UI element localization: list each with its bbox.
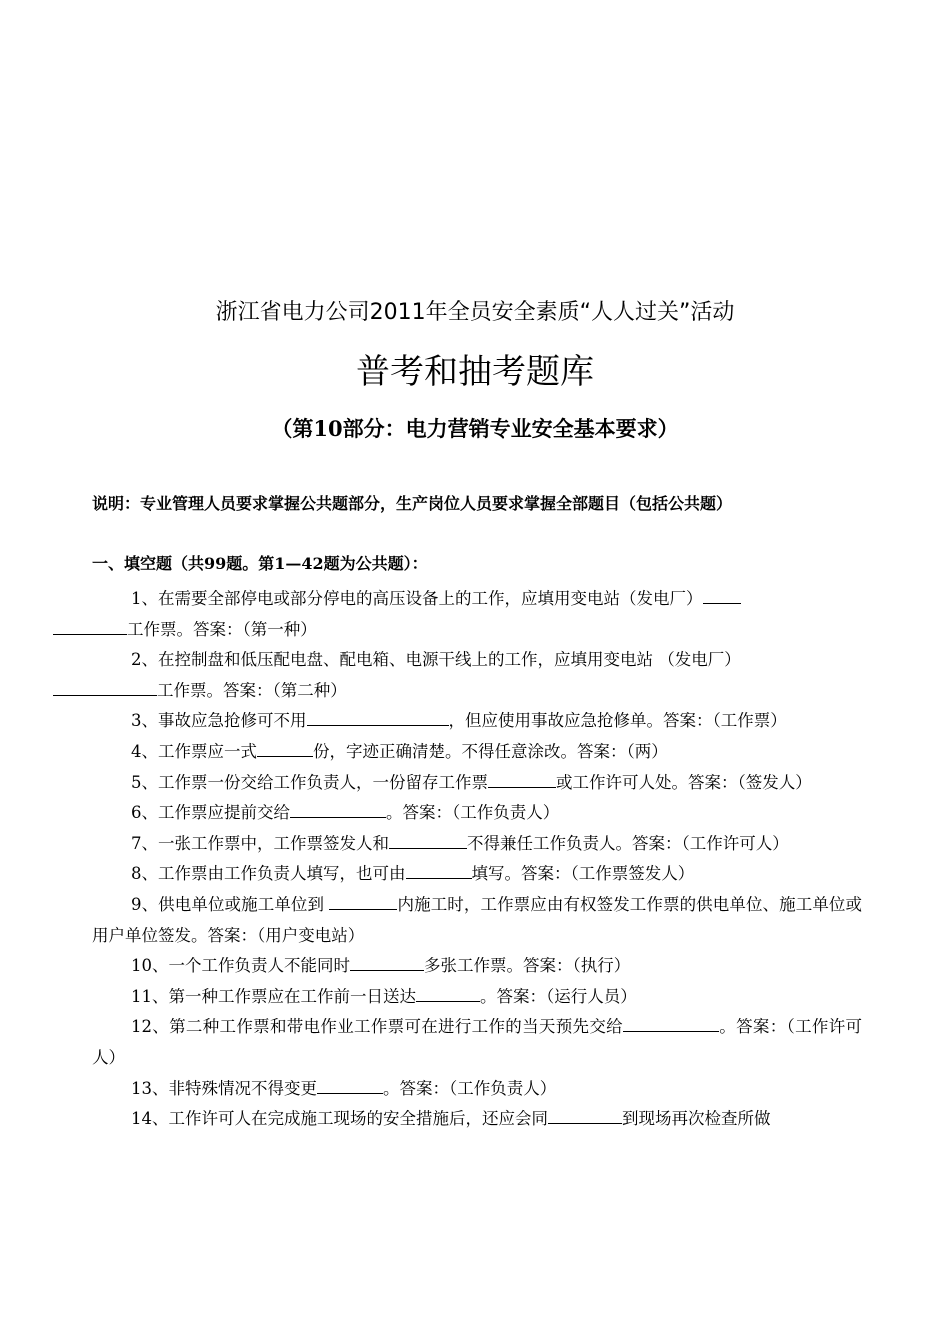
answer-blank bbox=[703, 589, 741, 604]
answer-blank bbox=[548, 1109, 622, 1124]
question-text: 内施工时，工作票应由有权签发工作票的供电单位、施工单位或用户单位签发。答案：（用户变电站） bbox=[92, 894, 862, 945]
question-text: 工作票。答案：（第一种） bbox=[127, 619, 317, 639]
question-text: 。答案：（工作负责人） bbox=[383, 1078, 557, 1098]
section-heading: 一、填空题（共99题。第1—42题为公共题）： bbox=[92, 554, 428, 573]
question-text: 8、工作票由工作负责人填写，也可由 bbox=[131, 864, 406, 884]
question-item bbox=[92, 706, 862, 737]
question-text: 14、工作许可人在完成施工现场的安全措施后，还应会同 bbox=[131, 1109, 548, 1129]
question-item bbox=[92, 890, 862, 951]
question-item bbox=[92, 951, 862, 982]
question-text: 2、在控制盘和低压配电盘、配电箱、电源干线上的工作，应填用变电站 （发电厂） bbox=[131, 650, 741, 670]
question-item bbox=[92, 1104, 862, 1135]
question-text: 不得兼任工作负责人。答案：（工作许可人） bbox=[467, 833, 789, 853]
question-text: 填写。答案：（工作票签发人） bbox=[471, 864, 695, 884]
question-text: 5、工作票一份交给工作负责人，一份留存工作票 bbox=[131, 772, 488, 792]
question-item bbox=[92, 645, 862, 706]
question-text: 11、第一种工作票应在工作前一日送达 bbox=[131, 986, 416, 1006]
question-text: 1、在需要全部停电或部分停电的高压设备上的工作，应填用变电站（发电厂） bbox=[131, 589, 703, 608]
answer-blank bbox=[488, 773, 556, 788]
document-subtitle: （第10部分：电力营销专业安全基本要求） bbox=[271, 416, 679, 441]
question-text: 或工作许可人处。答案：（签发人） bbox=[556, 772, 812, 792]
question-text: 3、事故应急抢修可不用 bbox=[131, 711, 307, 731]
answer-blank bbox=[389, 834, 467, 849]
document-title-main: 普考和抽考题库 bbox=[356, 352, 594, 392]
question-text: 。答案：（运行人员） bbox=[480, 986, 637, 1006]
question-list bbox=[92, 584, 862, 1135]
question-item bbox=[92, 982, 862, 1013]
answer-blank bbox=[406, 864, 472, 879]
question-item bbox=[92, 829, 862, 860]
answer-blank bbox=[257, 742, 313, 757]
answer-blank bbox=[53, 681, 157, 696]
question-item bbox=[92, 584, 862, 645]
question-item bbox=[92, 859, 862, 890]
answer-blank bbox=[53, 620, 127, 635]
question-item bbox=[92, 798, 862, 829]
question-text: 多张工作票。答案：（执行） bbox=[424, 956, 631, 976]
question-text: 份，字迹正确清楚。不得任意涂改。答案：（两） bbox=[313, 741, 668, 761]
question-text: 4、工作票应一式 bbox=[131, 741, 257, 761]
question-text: ，但应使用事故应急抢修单。答案：（工作票） bbox=[448, 711, 787, 731]
document-title-line1: 浙江省电力公司2011年全员安全素质“人人过关”活动 bbox=[215, 300, 735, 325]
answer-blank bbox=[329, 895, 397, 910]
answer-blank bbox=[350, 956, 424, 971]
question-text: 12、第二种工作票和带电作业工作票可在进行工作的当天预先交给 bbox=[131, 1017, 623, 1037]
answer-blank bbox=[317, 1079, 383, 1094]
question-text: 10、一个工作负责人不能同时 bbox=[131, 956, 350, 976]
question-text: 9、供电单位或施工单位到 bbox=[131, 894, 330, 914]
question-text: 6、工作票应提前交给 bbox=[131, 803, 290, 823]
question-item bbox=[92, 737, 862, 768]
answer-blank bbox=[307, 711, 449, 726]
question-item bbox=[92, 1074, 862, 1105]
instruction-note: 说明：专业管理人员要求掌握公共题部分，生产岗位人员要求掌握全部题目（包括公共题） bbox=[92, 494, 733, 513]
question-item bbox=[92, 1012, 862, 1073]
question-item bbox=[92, 768, 862, 799]
question-text: 13、非特殊情况不得变更 bbox=[131, 1078, 317, 1098]
question-text: 到现场再次检查所做 bbox=[622, 1109, 771, 1129]
answer-blank bbox=[416, 987, 480, 1002]
question-text: 。答案：（工作许可人） bbox=[92, 1017, 863, 1067]
answer-blank bbox=[623, 1017, 719, 1032]
question-text: 。答案：（工作负责人） bbox=[386, 803, 560, 823]
answer-blank bbox=[290, 803, 386, 818]
question-text: 工作票。答案：（第二种） bbox=[157, 680, 347, 700]
question-text: 7、一张工作票中，工作票签发人和 bbox=[131, 833, 389, 853]
